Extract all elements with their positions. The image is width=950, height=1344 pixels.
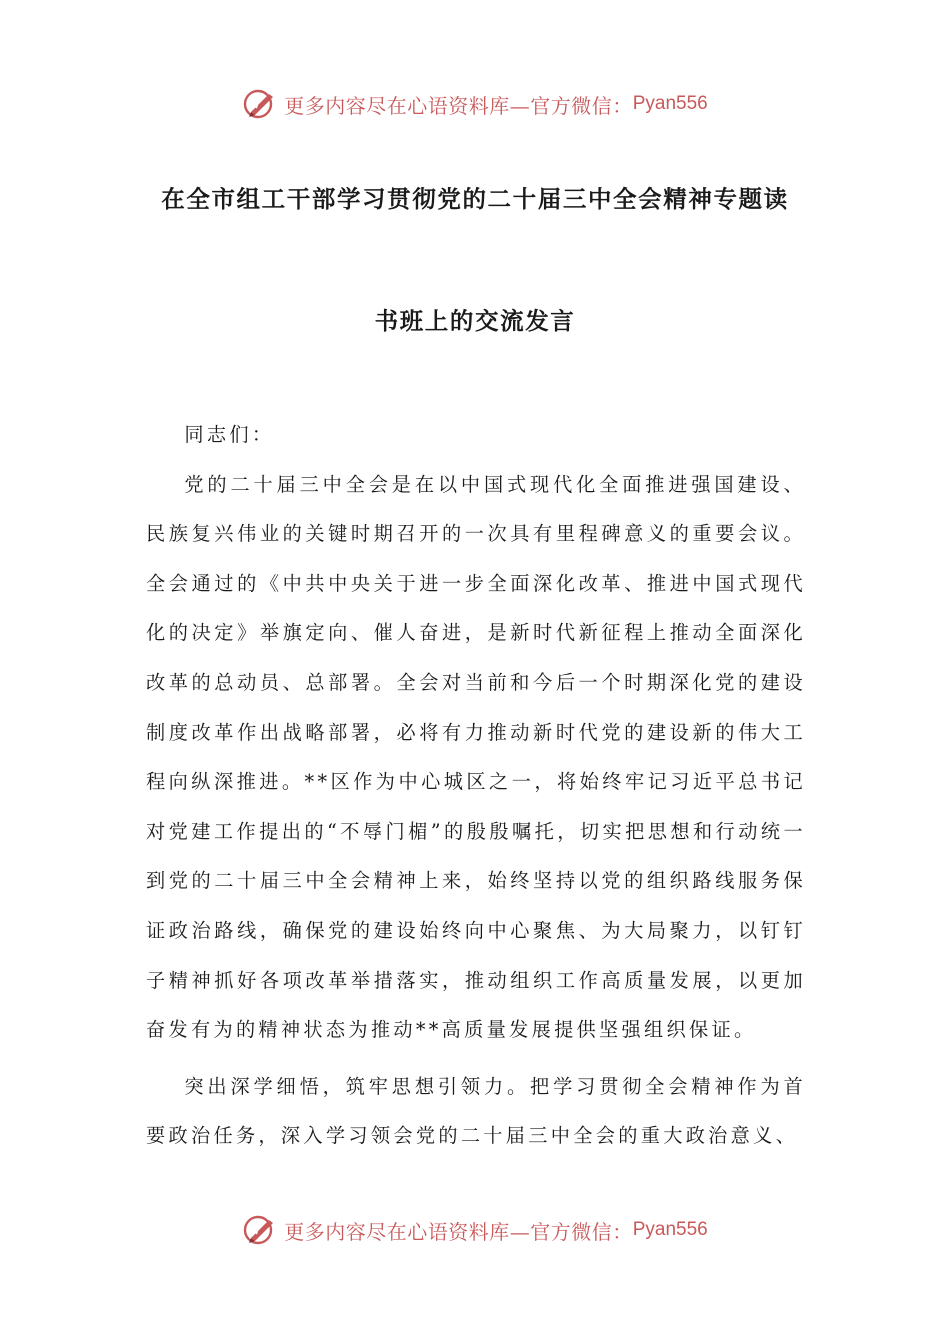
banner-wechat-id: Pyan556 <box>632 1219 708 1240</box>
paragraph: 突出深学细悟，筑牢思想引领力。把学习贯彻全会精神作为首要政治任务，深入学习领会党的二十届三中全会的重大政治意义、 <box>146 1074 806 1148</box>
header-watermark-banner <box>0 84 950 124</box>
banner-text: 更多内容尽在心语资料库—官方微信： <box>284 1219 633 1244</box>
document-body <box>146 410 806 1161</box>
document-title-line2: 书班上的交流发言 <box>374 307 576 335</box>
document-title-line1: 在全市组工干部学习贯彻党的二十届三中全会精神专题读 <box>161 185 789 213</box>
footer-watermark-banner <box>0 1210 950 1250</box>
greeting: 同志们： <box>184 423 275 446</box>
pen-logo-icon <box>242 1212 278 1248</box>
paragraph: 党的二十届三中全会是在以中国式现代化全面推进强国建设、民族复兴伟业的关键时期召开的一次具有里程碑意义的重要会议。全会通过的《中共中央关于进一步全面深化改革、推进中国式现代化的决定》举旗定向、催人奋进，是新时代新征程上推动全面深化改革的总动员、总部署。全会对当前和今后一个时期深化党的建设制度改革作出战略部署，必将有力推动新时代党的建设新的伟大工程向纵深推进。**区作为中心城区之一，将始终牢记习近平总书记对党建工作提出的“不辱门楣”的殷殷嘱托，切实把思想和行动统一到党的二十届三中全会精神上来，始终坚持以党的组织路线服务保证政治路线，确保党的建设始终向中心聚焦、为大局聚力，以钉钉子精神抓好各项改革举措落实，推动组织工作高质量发展，以更加奋发有为的精神状态为推动**高质量发展提供坚强组织保证。 <box>146 472 806 1042</box>
banner-wechat-id: Pyan556 <box>632 93 708 114</box>
banner-text: 更多内容尽在心语资料库—官方微信： <box>284 93 633 118</box>
pen-logo-icon <box>242 86 278 122</box>
